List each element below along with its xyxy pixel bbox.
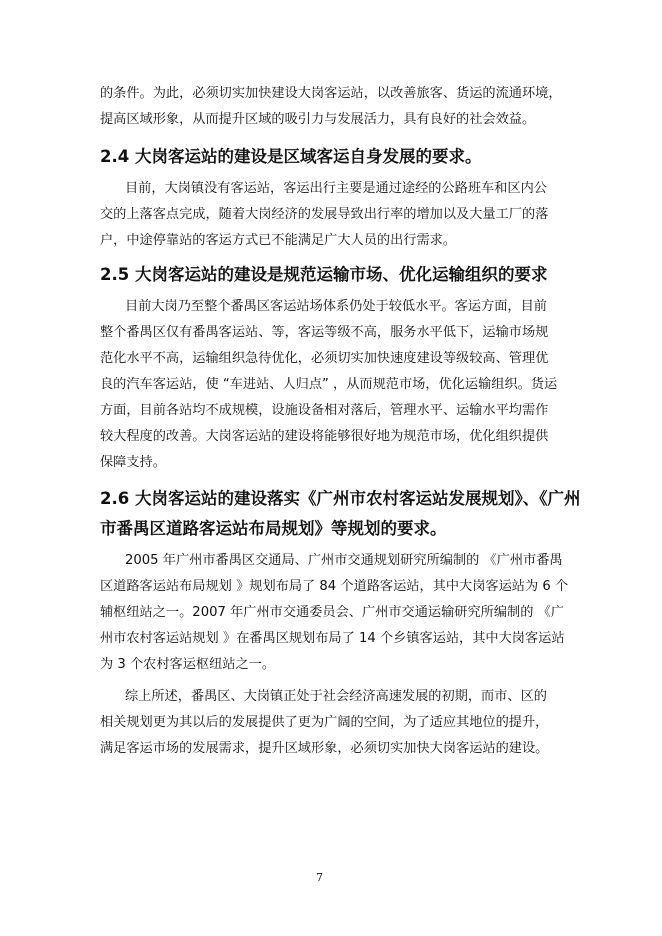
- text-line: 方面，目前各站均不成规模，设施设备相对落后，管理水平、运输水平均需作: [100, 403, 549, 418]
- text-line: 目前，大岗镇没有客运站，客运出行主要是通过途经的公路班车和区内公: [125, 181, 547, 196]
- text-line: 州市农村客运站规划 》在番禺区规划布局了 14 个乡镇客运站，其中大岗客运站: [100, 631, 565, 646]
- text-line: 区道路客运站布局规划 》规划布局了 84 个道路客运站，其中大岗客运站为 6 个: [100, 579, 569, 594]
- text-line: 为 3 个农村客运枢纽站之一。: [100, 657, 276, 672]
- text-line: 良的汽车客运站，使 “车进站、人归点” ，从而规范市场，优化运输组织。货运: [100, 377, 558, 392]
- text-line: 提高区域形象，从而提升区域的吸引力与发展活力，具有良好的社会效益。: [100, 112, 536, 127]
- text-line: 2005 年广州市番禺区交通局、广州市交通规划研究所编制的 《广州市番禺: [125, 553, 563, 568]
- page-number: 7: [316, 871, 323, 884]
- text-line: 满足客运市场的发展需求，提升区域形象，必须切实加快大岗客运站的建设。: [100, 741, 549, 756]
- text-line: 范化水平不高，运输组织急待优化，必须切实加快速度建设等级较高、管理优: [100, 351, 549, 366]
- section-heading-2-4: 2.4 大岗客运站的建设是区域客运自身发展的要求。: [100, 147, 482, 166]
- text-line: 的条件。为此，必须切实加快建设大岗客运站，以改善旅客、货运的流通环境，: [100, 86, 562, 101]
- text-line: 较大程度的改善。大岗客运站的建设将能够很好地为规范市场，优化组织提供: [100, 429, 549, 444]
- section-heading-2-6-cont: 市番禺区道路客运站布局规划》等规划的要求。: [100, 519, 447, 538]
- section-heading-2-6: 2.6 大岗客运站的建设落实《广州市农村客运站发展规划》、《广州: [100, 489, 581, 508]
- text-line: 相关规划更为其以后的发展提供了更为广阔的空间，为了适应其地位的提升，: [100, 715, 549, 730]
- text-line: 辅枢纽站之一。2007 年广州市交通委员会、广州市交通运输研究所编制的 《广: [100, 605, 564, 620]
- text-line: 保障支持。: [100, 455, 166, 470]
- text-line: 户，中途停靠站的客运方式已不能满足广大人员的出行需求。: [100, 233, 457, 248]
- text-line: 目前大岗乃至整个番禺区客运站场体系仍处于较低水平。客运方面，目前: [125, 299, 547, 314]
- text-line: 整个番禺区仅有番禺客运站、等，客运等级不高，服务水平低下，运输市场规: [100, 325, 549, 340]
- text-line: 交的上落客点完成，随着大岗经济的发展导致出行率的增加以及大量工厂的落: [100, 207, 549, 222]
- section-heading-2-5: 2.5 大岗客运站的建设是规范运输市场、优化运输组织的要求: [100, 265, 548, 284]
- text-line: 综上所述，番禺区、大岗镇正处于社会经济高速发展的初期，而市、区的: [125, 689, 547, 704]
